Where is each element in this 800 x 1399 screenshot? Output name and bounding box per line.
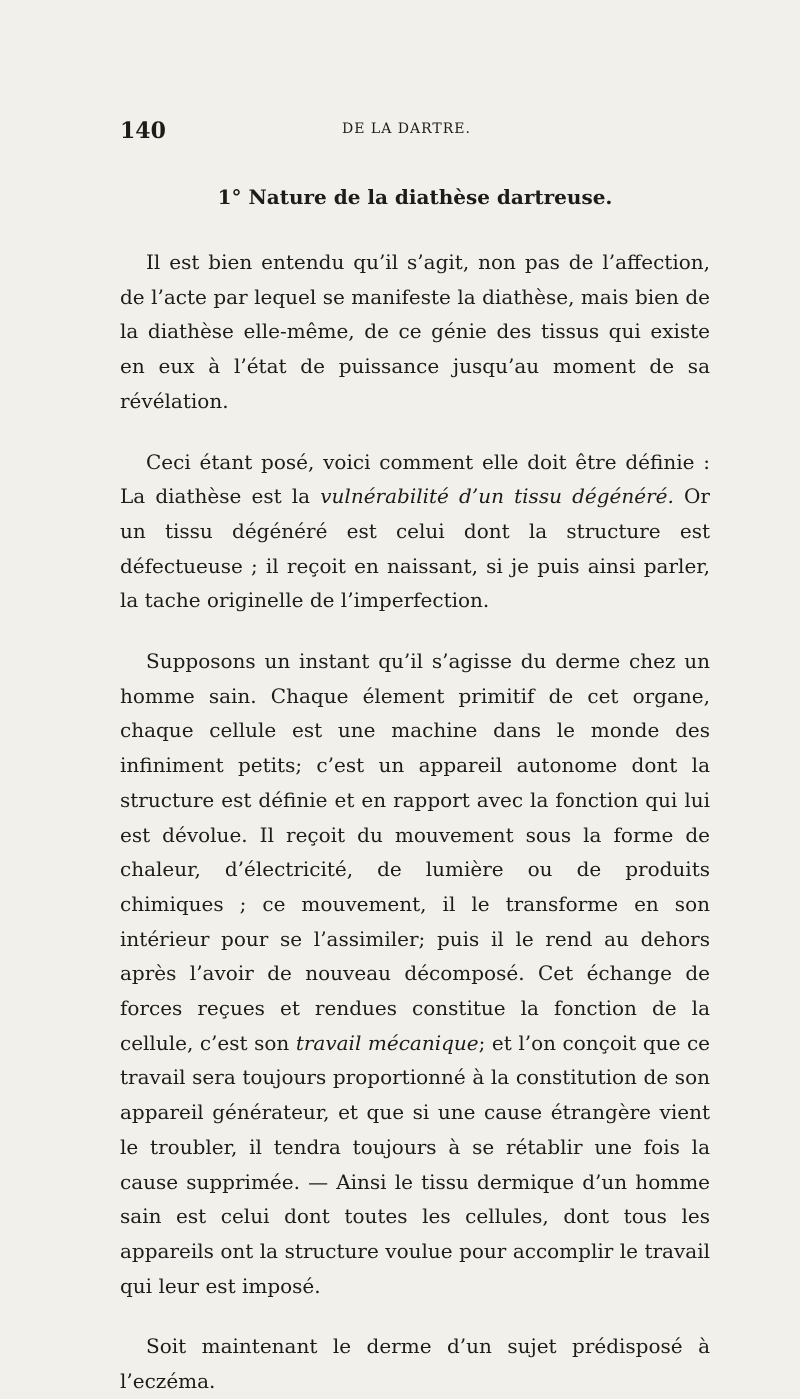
paragraph-2-text-b: Or un tissu dégénéré est celui dont la structure est défectueuse ; il reçoit en naissant, si je puis ainsi parler, la tache originelle de l’imperfection. <box>120 484 710 613</box>
paragraph-1 <box>120 245 710 419</box>
section-title: 1° Nature de la diathèse dartreuse. <box>217 185 613 209</box>
paragraph-3-text-a: Supposons un instant qu’il s’agisse du derme chez un homme sain. Chaque élement primitif de cet organe, chaque cellule est une machine dans le monde des infiniment petits; c’est un appareil autonome dont la structure est définie et en rapport avec la fonction qui lui est dévolue. Il reçoit du mouvement sous la forme de chaleur, d’électricité, de lumière ou de produits chimiques ; ce mouvement, il le transforme en son intérieur pour se l’assimiler; puis il le rend au dehors après l’avoir de nouveau décomposé. Cet échange de forces reçues et rendues constitue la fonction de la cellule, c’est son <box>120 649 710 1055</box>
paragraph-3-text-b: ; et l’on conçoit que ce travail sera toujours proportionné à la constitution de son appareil générateur, et que si une cause étrangère vient le troubler, il tendra toujours à se rétablir une fois la cause supprimée. — Ainsi le tissu dermique d’un homme sain est celui dont toutes les cellules, dont tous les appareils ont la structure voulue pour accomplir le travail qui leur est imposé. <box>120 1030 710 1298</box>
body-text <box>120 245 710 1399</box>
page-number: 140 <box>120 118 166 144</box>
paragraph-2-text-a: Ceci étant posé, voici comment elle doit être définie : La diathèse est la <box>120 449 710 509</box>
page-header <box>120 118 710 142</box>
running-head: DE LA DARTRE. <box>342 121 471 137</box>
paragraph-2 <box>120 445 710 619</box>
paragraph-1-text: Il est bien entendu qu’il s’agit, non pas de l’affection, de l’acte par lequel se manifeste la diathèse, mais bien de la diathèse elle-même, de ce génie des tissus qui existe en eux à l’état de puissance jusqu’au moment de sa révélation. <box>120 250 710 413</box>
paragraph-3-italic-term: travail mécanique <box>295 1030 479 1055</box>
paragraph-2-italic-definition: vulnérabilité d’un tissu dégénéré. <box>320 484 674 509</box>
paragraph-4 <box>120 1329 710 1398</box>
paragraph-4-text: Soit maintenant le derme d’un sujet prédisposé à l’eczéma. <box>120 1334 710 1394</box>
paragraph-3 <box>120 644 710 1303</box>
